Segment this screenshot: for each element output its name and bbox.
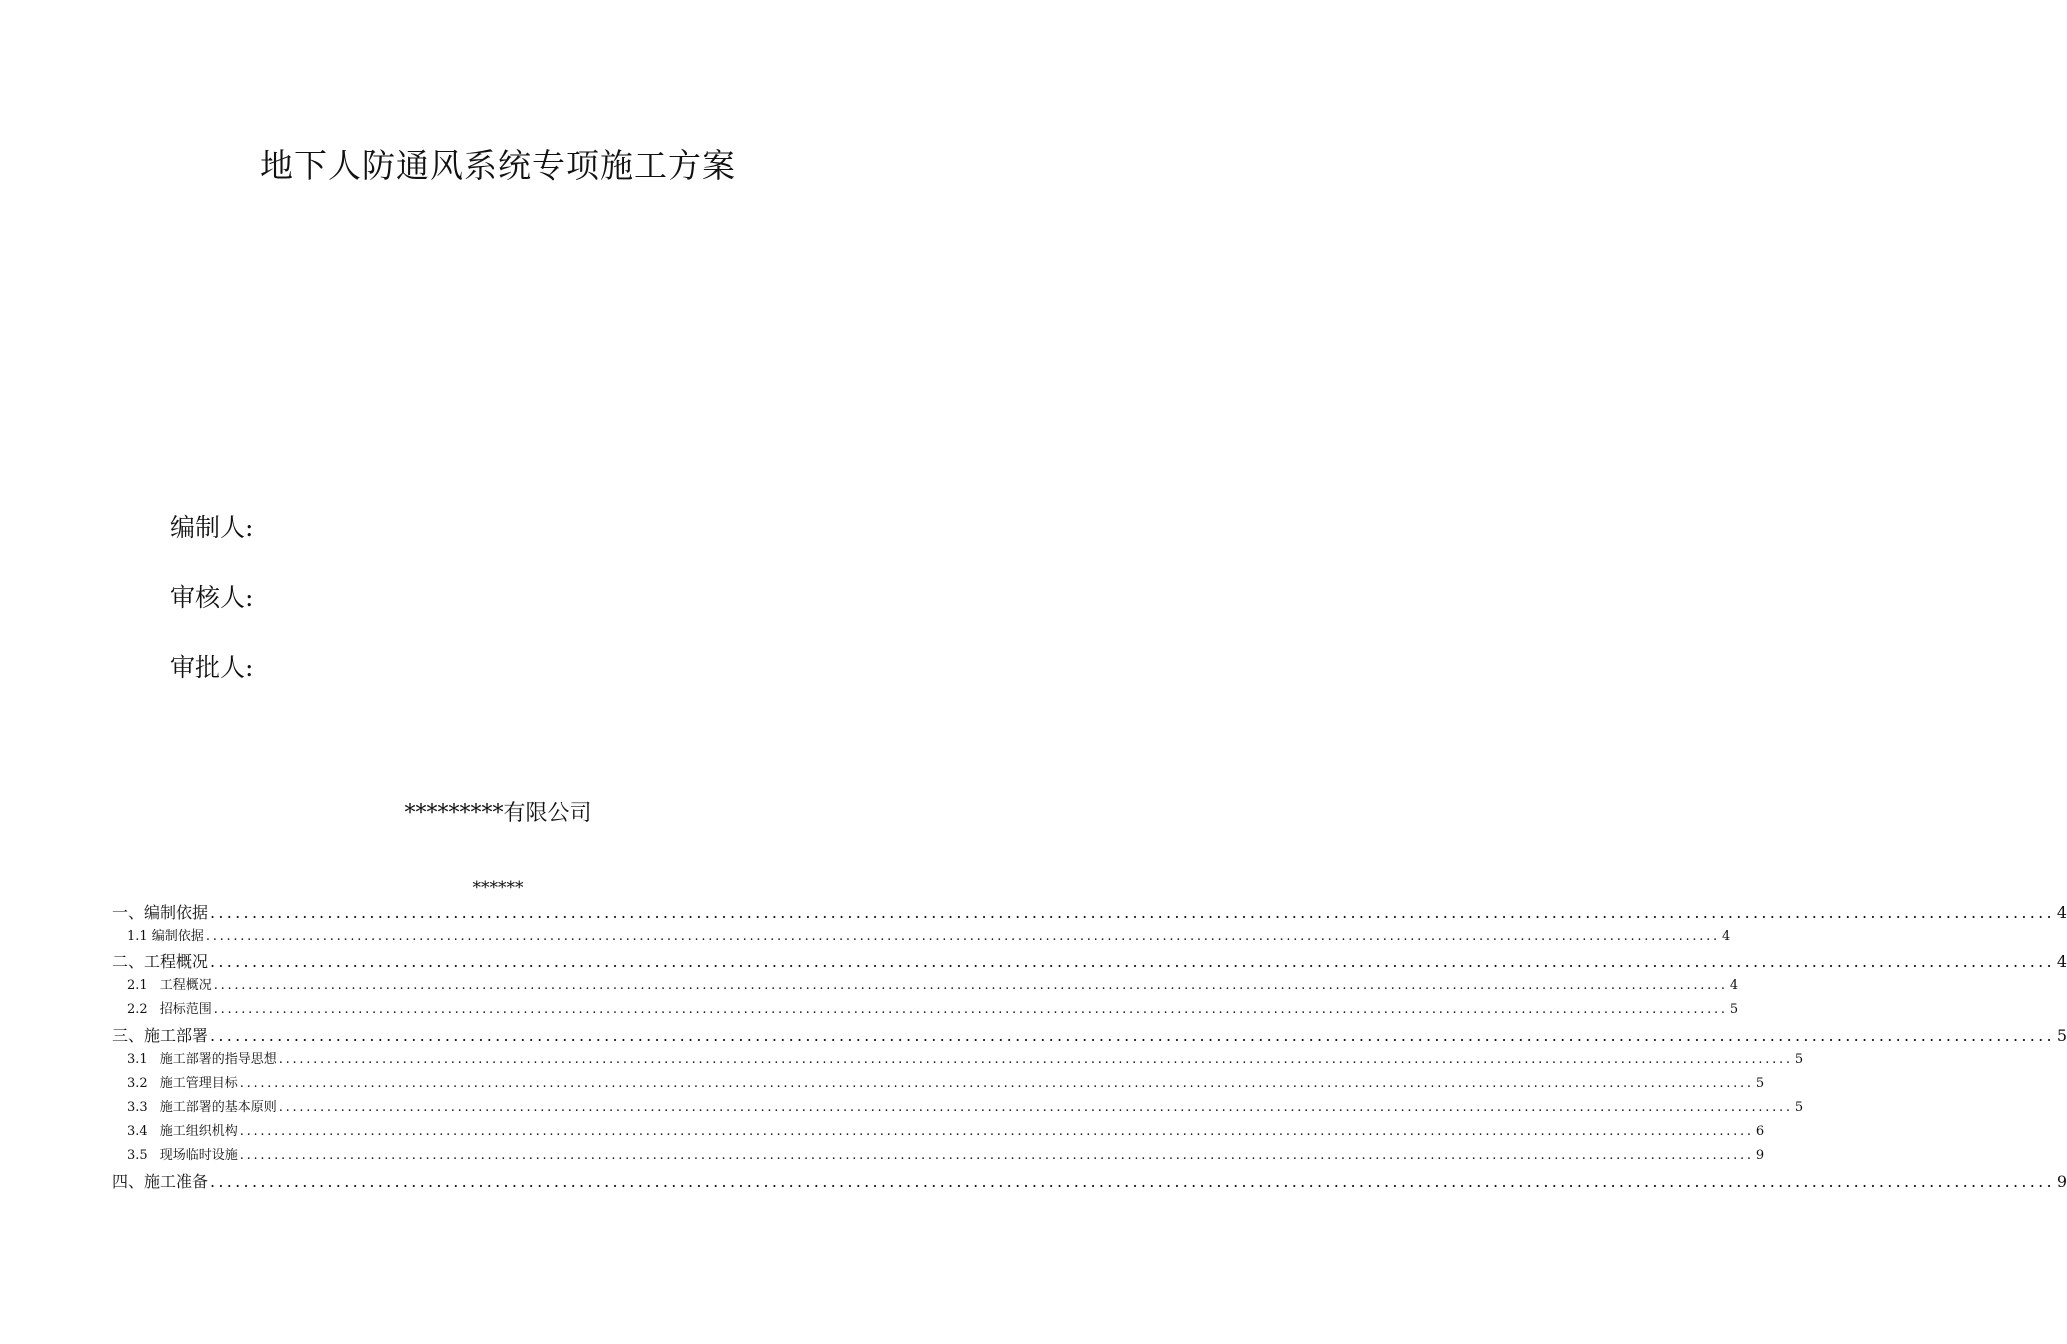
toc-leader-dots: ............................................................................................................................................................................................................................ [210,952,2055,972]
toc-entry[interactable] [0,974,1739,998]
toc-entry[interactable] [0,1169,2067,1194]
toc-entry[interactable] [0,925,1731,949]
toc-leader-dots: ............................................................................................................................................................................................................................ [210,1171,2055,1191]
toc-entry[interactable] [0,1144,1765,1168]
approver-label: 审批人: [170,653,254,682]
toc-entry-page: 4 [2056,952,2067,972]
toc-entry-title: 施工组织机构 [159,1124,238,1140]
toc-entry-label [127,1096,277,1120]
toc-leader-dots: ............................................................................................................................................................................................................................ [239,1124,1754,1140]
toc-entry-page: 5 [1794,1051,1804,1067]
toc-entry-number: 3.5 [127,1148,148,1164]
toc-entry[interactable] [0,1072,1765,1096]
toc-leader-dots: ............................................................................................................................................................................................................................ [210,903,2055,922]
toc-entry-title: 施工部署的基本原则 [159,1099,277,1115]
toc-entry[interactable] [0,1120,1765,1144]
toc-entry-label [127,1144,238,1168]
toc-entry-page: 4 [2056,903,2067,922]
toc-entry[interactable] [0,1048,1804,1072]
toc-entry[interactable] [0,900,2067,925]
toc-leader-dots: ............................................................................................................................................................................................................................ [205,929,1720,944]
toc-entry-title: 一、编制依据 [112,903,209,922]
toc-entry-number: 2.1 [127,978,148,994]
toc-entry-label [127,1072,238,1096]
toc-entry-page: 4 [1729,978,1739,994]
toc-entry-number: 3.1 [127,1051,148,1067]
toc-entry-title: 1.1 编制依据 [127,929,204,944]
toc-entry-page: 6 [1755,1124,1765,1140]
reviewer-label: 审核人: [170,583,254,612]
compiler-label: 编制人: [170,513,254,542]
toc-entry-page: 4 [1721,929,1731,944]
toc-leader-dots: ............................................................................................................................................................................................................................ [213,978,1728,994]
toc-entry-label [127,1048,277,1072]
toc-entry-number: 3.4 [127,1124,148,1140]
toc-entry-title: 施工部署的指导思想 [159,1051,277,1067]
toc-entry-page: 9 [1755,1148,1765,1164]
toc-leader-dots: ............................................................................................................................................................................................................................ [278,1099,1793,1115]
document-title: 地下人防通风系统专项施工方案 [260,146,736,185]
company-name: *********有限公司 [404,801,592,826]
toc-heading: ****** [472,878,524,898]
toc-entry-label [112,900,208,925]
toc-entry-page: 9 [2056,1171,2067,1191]
toc-leader-dots: ............................................................................................................................................................................................................................ [239,1075,1754,1091]
toc-entry[interactable] [0,1023,2067,1048]
toc-entry-page: 5 [1794,1099,1804,1115]
toc-entry-title: 四、施工准备 [112,1171,209,1191]
toc-entry-label [112,1169,208,1194]
toc-entry-title: 三、施工部署 [112,1025,209,1045]
toc-entry-title: 工程概况 [159,978,212,994]
toc-leader-dots: ............................................................................................................................................................................................................................ [213,1002,1728,1018]
toc-leader-dots: ............................................................................................................................................................................................................................ [278,1051,1793,1067]
toc-entry-label [127,925,204,949]
toc-entry-title: 二、工程概况 [112,952,209,972]
table-of-contents [0,900,2067,1194]
toc-entry[interactable] [0,1096,1804,1120]
toc-entry-page: 5 [1755,1075,1765,1091]
toc-entry-page: 5 [1729,1002,1739,1018]
toc-entry-title: 施工管理目标 [159,1075,238,1091]
toc-entry-label [127,998,212,1022]
toc-entry[interactable] [0,949,2067,974]
toc-entry[interactable] [0,998,1739,1022]
toc-leader-dots: ............................................................................................................................................................................................................................ [210,1025,2055,1045]
toc-entry-label [127,1120,238,1144]
toc-entry-title: 招标范围 [159,1002,212,1018]
toc-leader-dots: ............................................................................................................................................................................................................................ [239,1148,1754,1164]
toc-entry-label [127,974,212,998]
toc-entry-page: 5 [2056,1025,2067,1045]
toc-entry-label [112,1023,208,1048]
toc-entry-number: 3.2 [127,1075,148,1091]
toc-entry-label [112,949,208,974]
toc-entry-number: 3.3 [127,1099,148,1115]
toc-entry-title: 现场临时设施 [159,1148,238,1164]
toc-entry-number: 2.2 [127,1002,148,1018]
